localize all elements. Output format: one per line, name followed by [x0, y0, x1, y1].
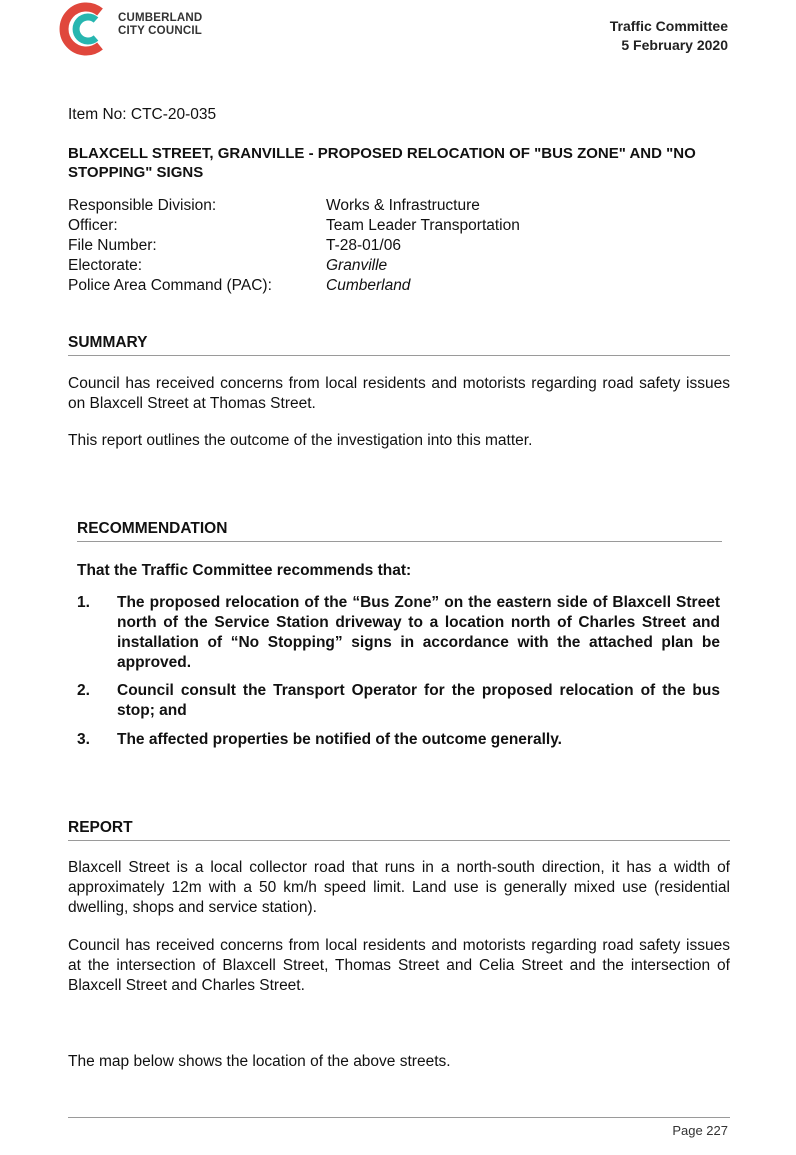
summary-heading: SUMMARY — [68, 334, 148, 351]
meta-row — [68, 236, 520, 256]
report-paragraph-3: The map below shows the location of the above streets. — [68, 1053, 451, 1070]
meta-value: Granville — [326, 257, 388, 274]
footer-rule — [68, 1117, 730, 1118]
report-paragraph-2: Council has received concerns from local residents and motorists regarding road safety issues at the intersection of Blaxcell Street, Thomas Street and Celia Street and the intersection of Blaxcell Street and Charles Street. — [68, 937, 730, 994]
recommendation-intro: That the Traffic Committee recommends that: — [77, 562, 412, 579]
meta-row — [68, 216, 520, 236]
meta-value: Cumberland — [326, 277, 411, 294]
meta-row — [68, 256, 520, 276]
committee-name: Traffic Committee — [609, 18, 728, 34]
meta-value: Team Leader Transportation — [326, 217, 520, 234]
meta-row — [68, 276, 520, 296]
report-rule — [68, 840, 730, 841]
logo-text-line2: CITY COUNCIL — [118, 25, 202, 37]
report-paragraph-1: Blaxcell Street is a local collector road that runs in a north-south direction, it has a width of approximately 12m with a 50 km/h speed limit. Land use is generally mixed use (residential dwelling, shops and service station). — [68, 859, 730, 916]
recommendation-text: The affected properties be notified of the outcome generally. — [117, 731, 562, 748]
page-header — [610, 17, 728, 55]
summary-paragraph-1: Council has received concerns from local residents and motorists regarding road safety issues on Blaxcell Street at Thomas Street. — [68, 375, 730, 412]
meta-value: T-28-01/06 — [326, 237, 401, 254]
meta-key: Police Area Command (PAC): — [68, 277, 272, 294]
meta-key: Responsible Division: — [68, 197, 217, 214]
report-title: BLAXCELL STREET, GRANVILLE - PROPOSED RELOCATION OF "BUS ZONE" AND "NO STOPPING" SIGNS — [68, 145, 696, 181]
logo-text — [118, 12, 202, 38]
recommendation-text: Council consult the Transport Operator for the proposed relocation of the bus stop; and — [117, 682, 720, 719]
logo-text-line1: CUMBERLAND — [118, 12, 203, 24]
report-heading: REPORT — [68, 819, 133, 836]
recommendation-item — [77, 730, 720, 750]
meta-row — [68, 196, 520, 216]
meta-key: Electorate: — [68, 257, 143, 274]
recommendation-rule — [77, 541, 722, 542]
recommendation-heading: RECOMMENDATION — [77, 520, 228, 537]
page-number: Page 227 — [672, 1123, 728, 1138]
meeting-date: 5 February 2020 — [621, 37, 728, 53]
council-logo — [56, 0, 216, 56]
recommendation-number: 1. — [77, 594, 90, 611]
meta-key: Officer: — [68, 217, 118, 234]
recommendation-item — [77, 681, 720, 721]
item-number: Item No: CTC-20-035 — [68, 106, 217, 123]
recommendation-number: 2. — [77, 682, 90, 699]
meta-value: Works & Infrastructure — [326, 197, 480, 214]
report-metadata — [68, 196, 520, 296]
recommendation-text: The proposed relocation of the “Bus Zone” on the eastern side of Blaxcell Street north of the Service Station driveway to a location north of Charles Street and installation of “No Stopping” signs in accordance with the attached plan be approved. — [117, 594, 720, 671]
council-logo-icon — [56, 0, 112, 56]
recommendation-item — [77, 593, 720, 673]
summary-paragraph-2: This report outlines the outcome of the investigation into this matter. — [68, 432, 533, 449]
summary-rule — [68, 355, 730, 356]
recommendation-number: 3. — [77, 731, 90, 748]
meta-key: File Number: — [68, 237, 157, 254]
